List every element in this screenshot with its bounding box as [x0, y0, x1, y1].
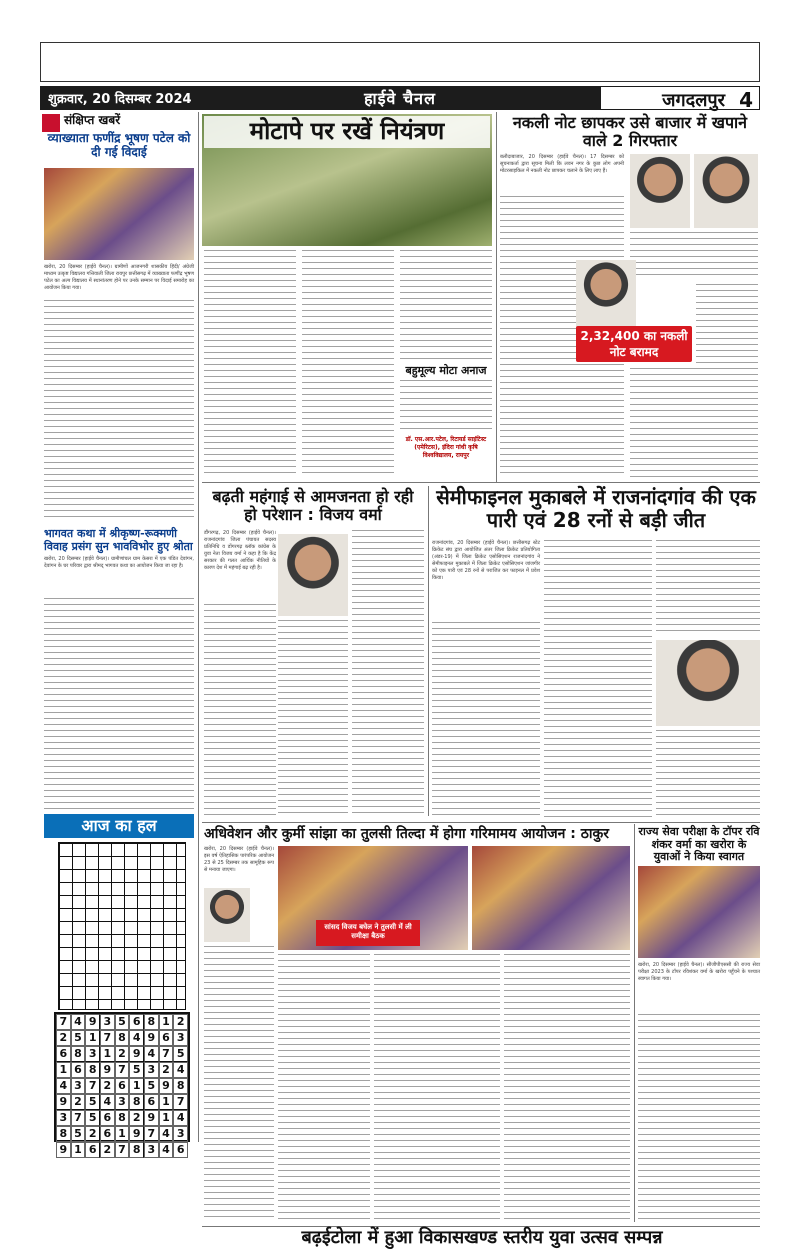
feature-body-col2 [302, 250, 394, 478]
story-headline: व्याख्याता फणींद्र भूषण पटेल को दी गई विदाई [47, 131, 191, 159]
story-body-col3-continued [656, 730, 760, 818]
sudoku-cell: 8 [85, 1062, 100, 1078]
sudoku-cell: 7 [115, 1062, 130, 1078]
story-body-col2-continued [696, 284, 758, 364]
edition-box [600, 86, 760, 110]
sudoku-cell: 9 [129, 1046, 144, 1062]
column-divider [428, 486, 429, 816]
amount-seized-tag: 2,32,400 का नकली नोट बरामद [576, 326, 692, 362]
sudoku-cell: 9 [85, 1014, 100, 1030]
story-body-continued [432, 622, 540, 818]
sudoku-cell: 1 [159, 1094, 174, 1110]
story-body-continued [204, 604, 276, 818]
sudoku-cell: 8 [129, 1094, 144, 1110]
sudoku-cell: 7 [173, 1094, 188, 1110]
sudoku-cell: 8 [173, 1078, 188, 1094]
story-body-col2-continued [630, 368, 758, 478]
sudoku-cell: 3 [85, 1046, 100, 1062]
sudoku-cell: 1 [129, 1078, 144, 1094]
feature-body-col3-continued [400, 380, 492, 432]
meeting-photo [472, 846, 630, 950]
sudoku-cell: 3 [173, 1126, 188, 1142]
sudoku-cell: 8 [115, 1110, 130, 1126]
story-body-continued [638, 1014, 760, 1222]
sudoku-cell: 4 [159, 1126, 174, 1142]
sudoku-cell: 1 [159, 1110, 174, 1126]
sudoku-cell: 3 [115, 1094, 130, 1110]
sudoku-cell: 9 [159, 1078, 174, 1094]
sudoku-cell: 2 [71, 1094, 86, 1110]
sudoku-cell: 5 [144, 1078, 159, 1094]
sudoku-cell: 1 [56, 1062, 71, 1078]
sudoku-cell: 5 [85, 1110, 100, 1126]
sudoku-grid [54, 1012, 190, 1156]
story-body-col3 [374, 954, 500, 1222]
sudoku-cell: 7 [100, 1030, 115, 1046]
sudoku-cell: 1 [71, 1142, 86, 1158]
sudoku-cell: 5 [85, 1094, 100, 1110]
story-headline: भागवत कथा में श्रीकृष्ण-रूक्मणी विवाह प्रसंग सुन भावविभोर हुए श्रोता [44, 527, 193, 553]
sudoku-cell: 8 [71, 1046, 86, 1062]
farewell-photo [44, 168, 194, 260]
sudoku-cell: 4 [129, 1030, 144, 1046]
sudoku-cell: 8 [144, 1014, 159, 1030]
sudoku-cell: 9 [144, 1030, 159, 1046]
sudoku-cell: 2 [173, 1014, 188, 1030]
feature-body-col3 [400, 250, 492, 360]
story-body-col3 [656, 540, 760, 636]
sudoku-cell: 2 [115, 1046, 130, 1062]
advertisement-box [40, 42, 760, 82]
story-body-col2 [278, 620, 348, 818]
feature-subheading: बहुमूल्य मोटा अनाज [405, 364, 487, 377]
accused-photo [630, 154, 690, 228]
sudoku-cell: 5 [173, 1046, 188, 1062]
sudoku-cell: 5 [71, 1126, 86, 1142]
sudoku-cell: 9 [56, 1142, 71, 1158]
story-headline: नकली नोट छापकर उसे बाजार में खपाने वाले 2 गिरफ्तार [512, 113, 748, 151]
sudoku-cell: 4 [173, 1062, 188, 1078]
feature-headline: मोटापे पर रखें नियंत्रण [204, 116, 490, 148]
sudoku-cell: 3 [144, 1142, 159, 1158]
sudoku-cell: 1 [115, 1126, 130, 1142]
vijay-verma-photo [278, 534, 348, 616]
story-body-continued [44, 598, 194, 810]
sudoku-cell: 6 [115, 1078, 130, 1094]
sudoku-cell: 9 [144, 1110, 159, 1126]
story-body-col2 [544, 540, 652, 818]
thakur-photo [204, 888, 250, 942]
story-headline: बढ़ईटोला में हुआ विकासखण्ड स्तरीय युवा उत्सव सम्पन्न [301, 1227, 663, 1248]
sudoku-cell: 6 [144, 1094, 159, 1110]
sudoku-cell: 2 [129, 1110, 144, 1126]
sudoku-cell: 4 [71, 1014, 86, 1030]
sudoku-cell: 1 [100, 1046, 115, 1062]
story-body: खरोरा, 20 दिसम्बर (हाईवे चैनल)। ग्रामीणों आजनगरी शासकीय हिंदी/ अंग्रेजी माध्यम उत्कृष्ट विद्यालय गत्तिवाली जिला रायपुर छत्तीसगढ़ में व्याख्याता फणींद्र भूषण पटेल का अल्प विद्यालय में स्थानांतरण होने पर उनके सम्मान पर विदाई समारोह का आयोजन किया गया। [44, 264, 194, 291]
story-headline: सेमीफाइनल मुकाबले में राजनांदगांव की एक पारी एवं 28 रनों से बड़ी जीत [436, 485, 756, 532]
sudoku-cell: 2 [85, 1126, 100, 1142]
player-photo [656, 640, 760, 726]
sudoku-cell: 5 [71, 1030, 86, 1046]
column-divider [198, 112, 199, 1142]
story-body: खरोरा, 20 दिसम्बर (हाईवे चैनल)। इस वर्ष ऐतिहासिक पारंपरिक आयोजन 23 से 25 दिसम्बर तक सामूहिक रूप से मनाया जाएगा। [204, 846, 274, 873]
sudoku-cell: 6 [71, 1062, 86, 1078]
feature-byline: डॉ. एस.आर.पटेल, रिटायर्ड साइंटिस्ट (एमेरिटस), इंदिरा गांधी कृषि विश्वविद्यालय, रायपुर [405, 436, 487, 459]
section-title: संक्षिप्त खबरें [64, 113, 121, 127]
sudoku-cell: 7 [56, 1014, 71, 1030]
sudoku-cell: 9 [56, 1094, 71, 1110]
sudoku-cell: 2 [100, 1078, 115, 1094]
story-body-col2 [630, 232, 758, 280]
sudoku-cell: 6 [173, 1142, 188, 1158]
column-divider [634, 824, 635, 1222]
column-divider [496, 112, 497, 482]
sudoku-cell: 2 [159, 1062, 174, 1078]
photo-caption: सांसद विजय बघेल ने तुलसी में ली समीक्षा बैठक [316, 920, 420, 946]
story-body-continued [204, 946, 274, 1222]
story-body-col4 [504, 954, 630, 1222]
sudoku-cell: 5 [129, 1062, 144, 1078]
sudoku-cell: 3 [173, 1030, 188, 1046]
sudoku-cell: 3 [144, 1062, 159, 1078]
sudoku-cell: 6 [129, 1014, 144, 1030]
sudoku-cell: 7 [115, 1142, 130, 1158]
sudoku-cell: 5 [115, 1014, 130, 1030]
row-divider [202, 822, 760, 823]
story-body: राजनांदगांव, 20 दिसम्बर (हाईवे चैनल)। छत्तीसगढ़ स्टेट क्रिकेट संघ द्वारा आयोजित अंतर जिला क्रिकेट प्रतियोगिता (अंडर-19) में जिला क्रिकेट एसोसिएशन राजनांदगांव ने सेमीफाइनल मुकाबले में जिला क्रिकेट एसोसिएशन जांजगीर को एक पारी एवं 28 रनों से पराजित कर फाइनल में प्रवेश किया। [432, 540, 540, 581]
row-divider [202, 482, 760, 483]
sudoku-cell: 2 [56, 1030, 71, 1046]
sudoku-cell: 6 [85, 1142, 100, 1158]
story-body: खरोरा, 20 दिसम्बर (हाईवे चैनल)। ग्रामीणांचल ग्राम केसरा में एक पंडित देवांगन, देवांगन के घर परिवार द्वारा श्रीमद् भागवत कथा का आयोजन किया जा रहा है। [44, 556, 194, 569]
sudoku-cell: 1 [159, 1014, 174, 1030]
accused-photo [694, 154, 758, 228]
issue-date: शुक्रवार, 20 दिसम्बर 2024 [48, 92, 192, 107]
sudoku-cell: 7 [144, 1126, 159, 1142]
story-body: बलौदाबाजार, 20 दिसम्बर (हाईवे चैनल)। 17 दिसम्बर को सूचनाकर्ता द्वारा सूचना मिली कि लवन नगर के कुछ लोग अपनी मोटरसाइकिल में नकली नोट छापकर चलाने के लिए लाए हैं। [500, 154, 624, 174]
sudoku-cell: 6 [56, 1046, 71, 1062]
sudoku-cell: 4 [173, 1110, 188, 1126]
story-headline: बढ़ती महंगाई से आमजनता हो रही हो परेशान : विजय वर्मा [212, 487, 414, 525]
sudoku-cell: 4 [144, 1046, 159, 1062]
sudoku-cell: 2 [100, 1142, 115, 1158]
sudoku-cell: 8 [129, 1142, 144, 1158]
sudoku-cell: 4 [56, 1078, 71, 1094]
sudoku-cell: 4 [100, 1094, 115, 1110]
story-body: डौंगरगढ़, 20 दिसम्बर (हाईवे चैनल)। राजनांदगांव जिला पंचायत सदस्य प्रतिनिधि व डोंगरगढ़ ब्लॉक कांग्रेस के युवा नेता विजय वर्मा ने कहा है कि केंद्र सरकार की गलत आर्थिक नीतियों के कारण देश में महंगाई बढ़ रही है। [204, 530, 276, 571]
sudoku-cell: 8 [56, 1126, 71, 1142]
puzzle-title: आज का हल [44, 814, 194, 838]
story-body-col3 [352, 530, 424, 818]
story-body: खरोरा, 20 दिसम्बर (हाईवे चैनल)। सीजीपीएससी की राज्य सेवा परीक्षा 2023 के टॉपर रविशंकर वर्मा के खरोरा पहुँचने के पश्चात स्वागत किया गया। [638, 962, 760, 982]
sudoku-cell: 3 [100, 1014, 115, 1030]
sudoku-cell: 9 [129, 1126, 144, 1142]
sudoku-cell: 1 [85, 1030, 100, 1046]
sudoku-cell: 6 [100, 1126, 115, 1142]
sudoku-cell: 7 [71, 1110, 86, 1126]
sudoku-cell: 8 [115, 1030, 130, 1046]
story-headline: अधिवेशन और कुर्मी सांझा का तुलसी तिल्दा में होगा गरिमामय आयोजन : ठाकुर [204, 826, 609, 842]
sudoku-cell: 3 [71, 1078, 86, 1094]
sudoku-cell: 6 [159, 1030, 174, 1046]
sudoku-cell: 6 [100, 1110, 115, 1126]
sudoku-cell: 3 [56, 1110, 71, 1126]
crossword-grid [58, 842, 186, 1010]
page-number: 4 [739, 88, 753, 112]
section-marker [42, 114, 60, 132]
accused-photo [576, 260, 636, 330]
sudoku-cell: 4 [159, 1142, 174, 1158]
sudoku-cell: 9 [100, 1062, 115, 1078]
story-headline: राज्य सेवा परीक्षा के टॉपर रवि शंकर वर्मा का खरोरा के युवाओं ने किया स्वागत [638, 825, 760, 864]
sudoku-cell: 7 [85, 1078, 100, 1094]
story-body-continued [44, 300, 194, 522]
sudoku-cell: 7 [159, 1046, 174, 1062]
felicitation-photo [638, 866, 760, 958]
feature-body-col1 [204, 250, 296, 478]
edition-city: जगदलपुर [662, 90, 725, 111]
newspaper-brand: हाईवे चैनल [364, 89, 436, 108]
story-body-col2 [278, 954, 370, 1222]
